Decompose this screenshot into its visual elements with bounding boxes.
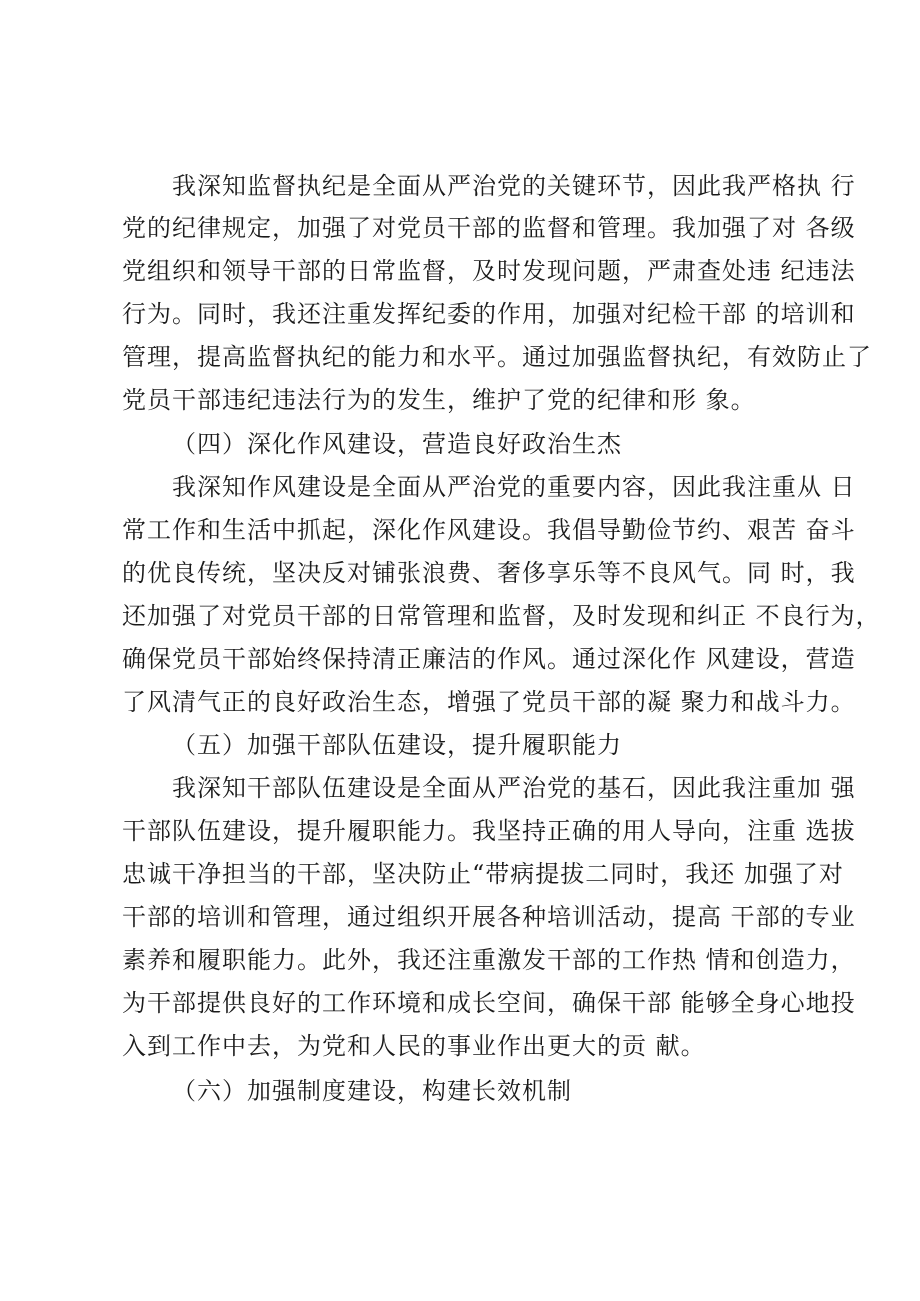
paragraph-line: 行为。同时，我还注重发挥纪委的作用，加强对纪检干部 的培训和	[122, 300, 856, 328]
paragraph-line: 我深知作风建设是全面从严治党的重要内容，因此我注重从 日	[172, 473, 856, 501]
paragraph-line: 我深知干部队伍建设是全面从严治党的基石，因此我注重加 强	[172, 774, 856, 802]
paragraph-line: 忠诚干净担当的干部，坚决防止“带病提拔二同时，我还 加强了对	[122, 860, 844, 888]
paragraph-line: 的优良传统，坚决反对铺张浪费、奢侈享乐等不良风气。同 时，我	[122, 559, 856, 587]
section-heading: （六）加强制度建设，构建长效机制	[172, 1077, 572, 1105]
paragraph-line: 常工作和生活中抓起，深化作风建设。我倡导勤俭节约、艰苦 奋斗	[122, 516, 856, 544]
paragraph-line: 党的纪律规定，加强了对党员干部的监督和管理。我加强了对 各级	[122, 214, 856, 242]
section-heading: （五）加强干部队伍建设，提升履职能力	[172, 731, 622, 759]
paragraph-line: 为干部提供良好的工作环境和成长空间，确保干部 能够全身心地投	[122, 989, 856, 1017]
paragraph-line: 党组织和领导干部的日常监督，及时发现问题，严肃查处违 纪违法	[122, 257, 856, 285]
paragraph-line: 入到工作中去，为党和人民的事业作出更大的贡 献。	[122, 1032, 706, 1060]
paragraph-line: 党员干部违纪违法行为的发生，维护了党的纪律和形 象。	[122, 386, 756, 414]
paragraph-line: 我深知监督执纪是全面从严治党的关键环节，因此我严格执 行	[172, 172, 856, 200]
paragraph-line: 还加强了对党员干部的日常管理和监督，及时发现和纠正 不良行为，	[122, 602, 881, 630]
paragraph-line: 确保党员干部始终保持清正廉洁的作风。通过深化作 风建设，营造	[122, 645, 856, 673]
paragraph-line: 干部队伍建设，提升履职能力。我坚持正确的用人导向，注重 选拔	[122, 817, 856, 845]
paragraph-line: 素养和履职能力。此外，我还注重激发干部的工作热 情和创造力，	[122, 946, 856, 974]
paragraph-line: 干部的培训和管理，通过组织开展各种培训活动，提高 干部的专业	[122, 903, 856, 931]
paragraph-line: 管理，提高监督执纪的能力和水平。通过加强监督执纪，有效防止了	[122, 343, 872, 371]
paragraph-line: 了风清气正的良好政治生态，增强了党员干部的凝 聚力和战斗力。	[122, 688, 856, 716]
section-heading: （四）深化作风建设，营造良好政治生杰	[172, 430, 622, 458]
